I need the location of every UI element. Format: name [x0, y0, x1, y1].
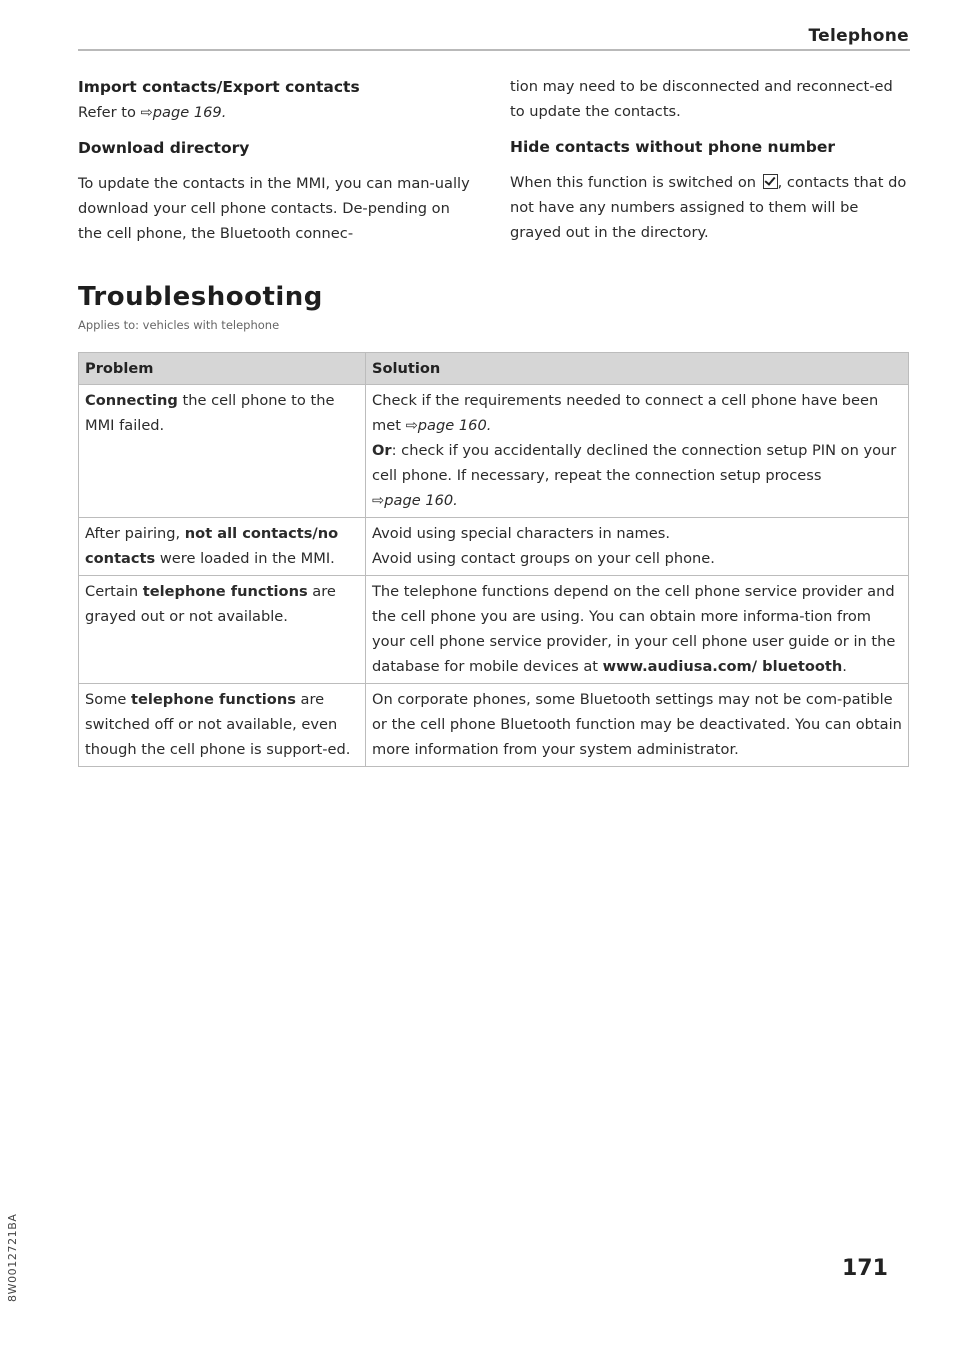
header-rule: [78, 49, 910, 51]
solution-cell: On corporate phones, some Bluetooth settings may not be com-patible or the cell phone Bluetooth function may be deactivated. You can obtain more information from your system administrator.: [366, 684, 909, 767]
solution-cell: The telephone functions depend on the cell phone service provider and the cell phone you are using. You can obtain more informa-tion from your cell phone service provider, in your cell phone user guide or in the database for mobile devices at www.audiusa.com/ bluetooth.: [366, 576, 909, 684]
column-header-solution: Solution: [366, 353, 909, 385]
document-code: 8W0012721BA: [6, 1213, 19, 1302]
section-title: Troubleshooting: [78, 282, 323, 312]
problem-cell: Certain telephone functions are grayed out or not available.: [79, 576, 366, 684]
checkbox-checked-icon: [763, 174, 778, 189]
right-column: [510, 74, 910, 245]
import-contacts-heading: Import contacts/Export contacts: [78, 78, 360, 96]
troubleshooting-table: [78, 352, 909, 767]
page-ref-link[interactable]: page 169.: [152, 104, 227, 121]
table-row: [79, 518, 909, 576]
hide-contacts-text: When this function is switched on , contacts that do not have any numbers assigned to them will be grayed out in the directory.: [510, 174, 907, 241]
left-column: [78, 74, 473, 246]
hide-contacts-heading: Hide contacts without phone number: [510, 138, 836, 156]
table-row: [79, 684, 909, 767]
download-directory-text: To update the contacts in the MMI, you can man-ually download your cell phone contacts. De-pending on the cell phone, the Bluetooth connec-: [78, 175, 470, 242]
running-header-title: Telephone: [808, 26, 909, 46]
solution-cell: Check if the requirements needed to connect a cell phone have been met ⇨page 160. Or: check if you accidentally declined the connection setup PIN on your cell phone. If necessary, repeat the connection setup process ⇨page 160.: [366, 385, 909, 518]
table-row: [79, 385, 909, 518]
page-ref-arrow-icon: ⇨: [405, 417, 418, 434]
page-ref-link[interactable]: page 160.: [417, 417, 492, 434]
page-ref-link[interactable]: page 160.: [384, 492, 458, 509]
website-link[interactable]: www.audiusa.com/ bluetooth: [602, 658, 843, 675]
table-header-row: [79, 353, 909, 385]
applies-to-note: Applies to: vehicles with telephone: [78, 318, 280, 332]
page-ref-arrow-icon: ⇨: [372, 492, 385, 509]
solution-cell: Avoid using special characters in names. Avoid using contact groups on your cell phone.: [366, 518, 909, 576]
page-number: 171: [842, 1256, 888, 1281]
problem-cell: Some telephone functions are switched off or not available, even though the cell phone is support-ed.: [79, 684, 366, 767]
page-ref-arrow-icon: ⇨: [140, 104, 153, 121]
column-header-problem: Problem: [79, 353, 366, 385]
download-directory-heading: Download directory: [78, 139, 250, 157]
problem-cell: After pairing, not all contacts/no contacts were loaded in the MMI.: [79, 518, 366, 576]
problem-cell: Connecting the cell phone to the MMI failed.: [79, 385, 366, 518]
table-row: [79, 576, 909, 684]
import-contacts-text: Refer to ⇨page 169.: [78, 104, 227, 121]
continued-text: tion may need to be disconnected and reconnect-ed to update the contacts.: [510, 78, 893, 120]
